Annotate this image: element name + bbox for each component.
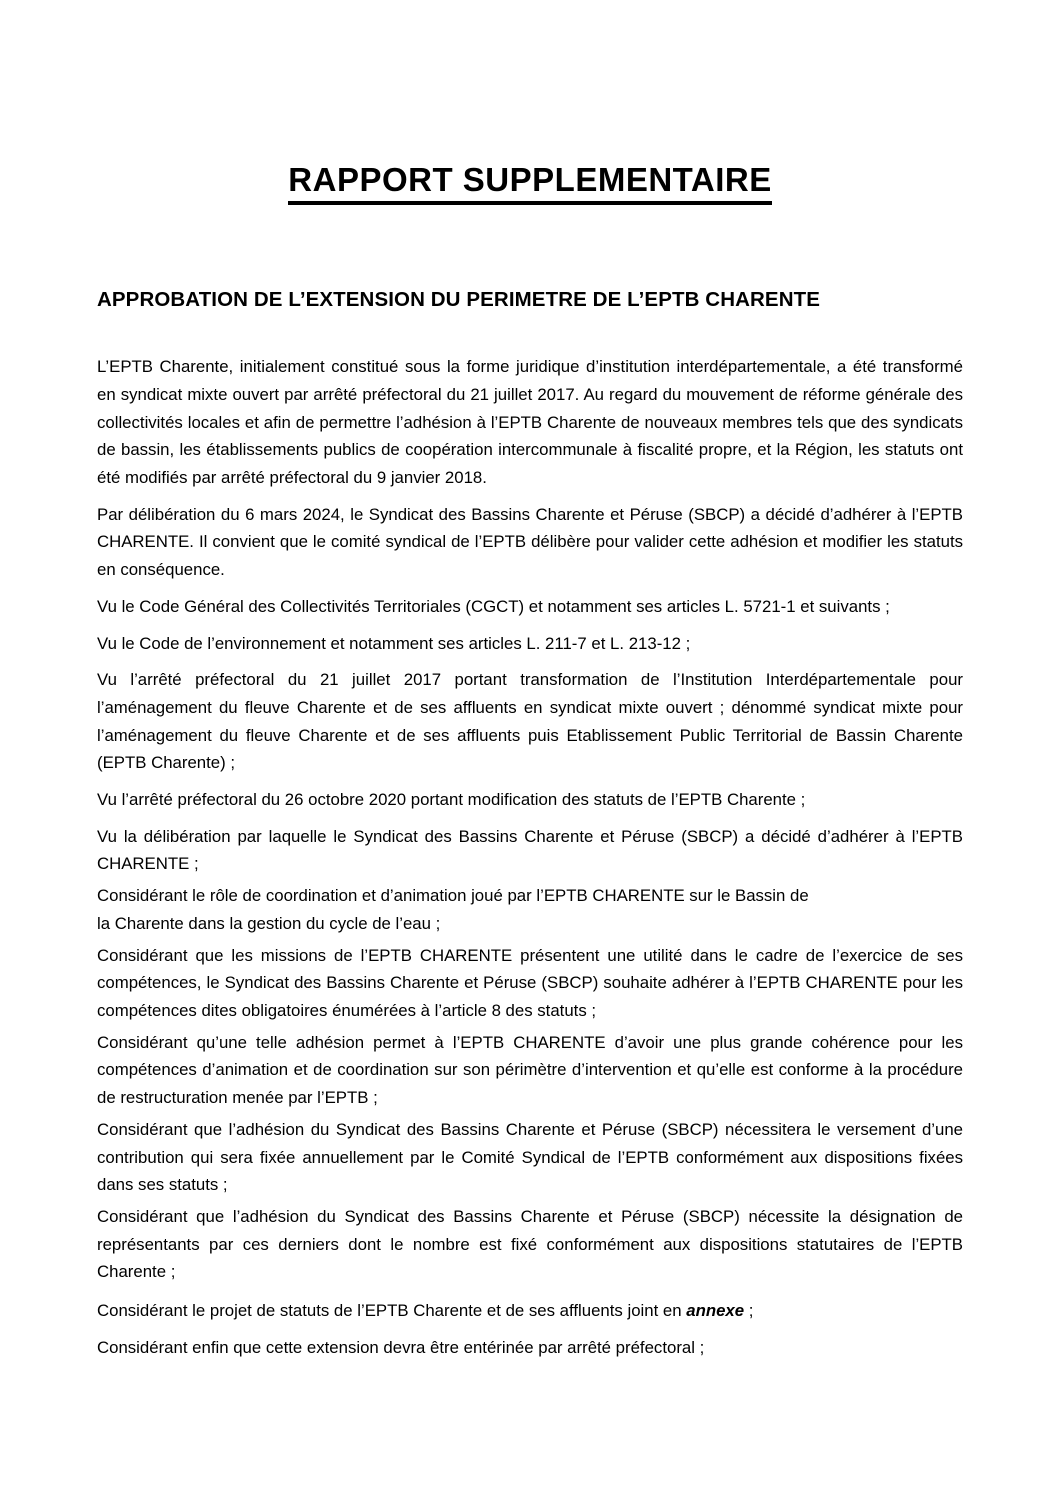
considerant-role-coordination <box>97 882 963 937</box>
considerant-role-line1: Considérant le rôle de coordination et d’animation joué par l’EPTB CHARENTE sur le Bassin de <box>97 886 809 906</box>
considerant-annexe-suffix: ; <box>744 1301 754 1321</box>
annexe-emphasis: annexe <box>686 1301 745 1321</box>
considerant-contribution: Considérant que l’adhésion du Syndicat des Bassins Charente et Péruse (SBCP) nécessitera le versement d’une contribution qui sera fixée annuellement par le Comité Syndical de l’EPTB conformément aux dispositions fixées dans ses statuts ; <box>97 1119 963 1195</box>
page-title <box>97 163 963 205</box>
document-body <box>97 353 963 1361</box>
vu-arrete-2017: Vu l’arrêté préfectoral du 21 juillet 2017 portant transformation de l’Institution Interdépartementale pour l’aménagement du fleuve Charente et de ses affluents en syndicat mixte ouvert ; dénommé syndicat mixte pour l’aménagement du fleuve Charente et de ses affluents puis Etablissement Public Territorial de Bassin Charente (EPTB Charente) ; <box>97 670 963 773</box>
page-title-text: RAPPORT SUPPLEMENTAIRE <box>288 163 771 205</box>
considerant-coherence: Considérant qu’une telle adhésion permet à l’EPTB CHARENTE d’avoir une plus grande cohérence pour les compétences d’animation et de coordination sur son périmètre d’intervention et qu’elle est conforme à la procédure de restructuration menée par l’EPTB ; <box>97 1032 963 1108</box>
considerant-annexe <box>97 1297 963 1325</box>
section-heading: APPROBATION DE L’EXTENSION DU PERIMETRE DE L’EPTB CHARENTE <box>97 287 820 311</box>
vu-code-environnement: Vu le Code de l’environnement et notamment ses articles L. 211-7 et L. 213-12 ; <box>97 633 691 653</box>
considerant-role-line2: la Charente dans la gestion du cycle de l’eau ; <box>97 913 441 933</box>
paragraph-intro: L’EPTB Charente, initialement constitué sous la forme juridique d’institution interdépartementale, a été transformé en syndicat mixte ouvert par arrêté préfectoral du 21 juillet 2017. Au regard du mouvement de réforme générale des collectivités locales et afin de permettre l’adhésion à l’EPTB Charente de nouveaux membres tels que des syndicats de bassin, les établissements publics de coopération intercommunale à fiscalité propre, et la Région, les statuts ont été modifiés par arrêté préfectoral du 9 janvier 2018. <box>97 357 963 488</box>
vu-code-cgct: Vu le Code Général des Collectivités Territoriales (CGCT) et notamment ses articles L. 5721-1 et suivants ; <box>97 596 890 616</box>
paragraph-deliberation-2024: Par délibération du 6 mars 2024, le Syndicat des Bassins Charente et Péruse (SBCP) a décidé d’adhérer à l’EPTB CHARENTE. Il convient que le comité syndical de l’EPTB délibère pour valider cette adhésion et modifier les statuts en conséquence. <box>97 504 963 580</box>
vu-arrete-2020: Vu l’arrêté préfectoral du 26 octobre 2020 portant modification des statuts de l’EPTB Charente ; <box>97 790 806 810</box>
considerant-arrete-final: Considérant enfin que cette extension devra être entérinée par arrêté préfectoral ; <box>97 1337 705 1357</box>
vu-deliberation-sbcp: Vu la délibération par laquelle le Syndicat des Bassins Charente et Péruse (SBCP) a décidé d’adhérer à l’EPTB CHARENTE ; <box>97 826 963 874</box>
considerant-missions: Considérant que les missions de l’EPTB CHARENTE présentent une utilité dans le cadre de l’exercice de ses compétences, le Syndicat des Bassins Charente et Péruse (SBCP) souhaite adhérer à l’EPTB CHARENTE pour les compétences dites obligatoires énumérées à l’article 8 des statuts ; <box>97 945 963 1020</box>
considerant-representants: Considérant que l’adhésion du Syndicat des Bassins Charente et Péruse (SBCP) nécessite la désignation de représentants par ces derniers dont le nombre est fixé conformément aux dispositions statutaires de l’EPTB Charente ; <box>97 1206 963 1282</box>
considerant-annexe-prefix: Considérant le projet de statuts de l’EPTB Charente et de ses affluents joint en <box>97 1301 687 1321</box>
